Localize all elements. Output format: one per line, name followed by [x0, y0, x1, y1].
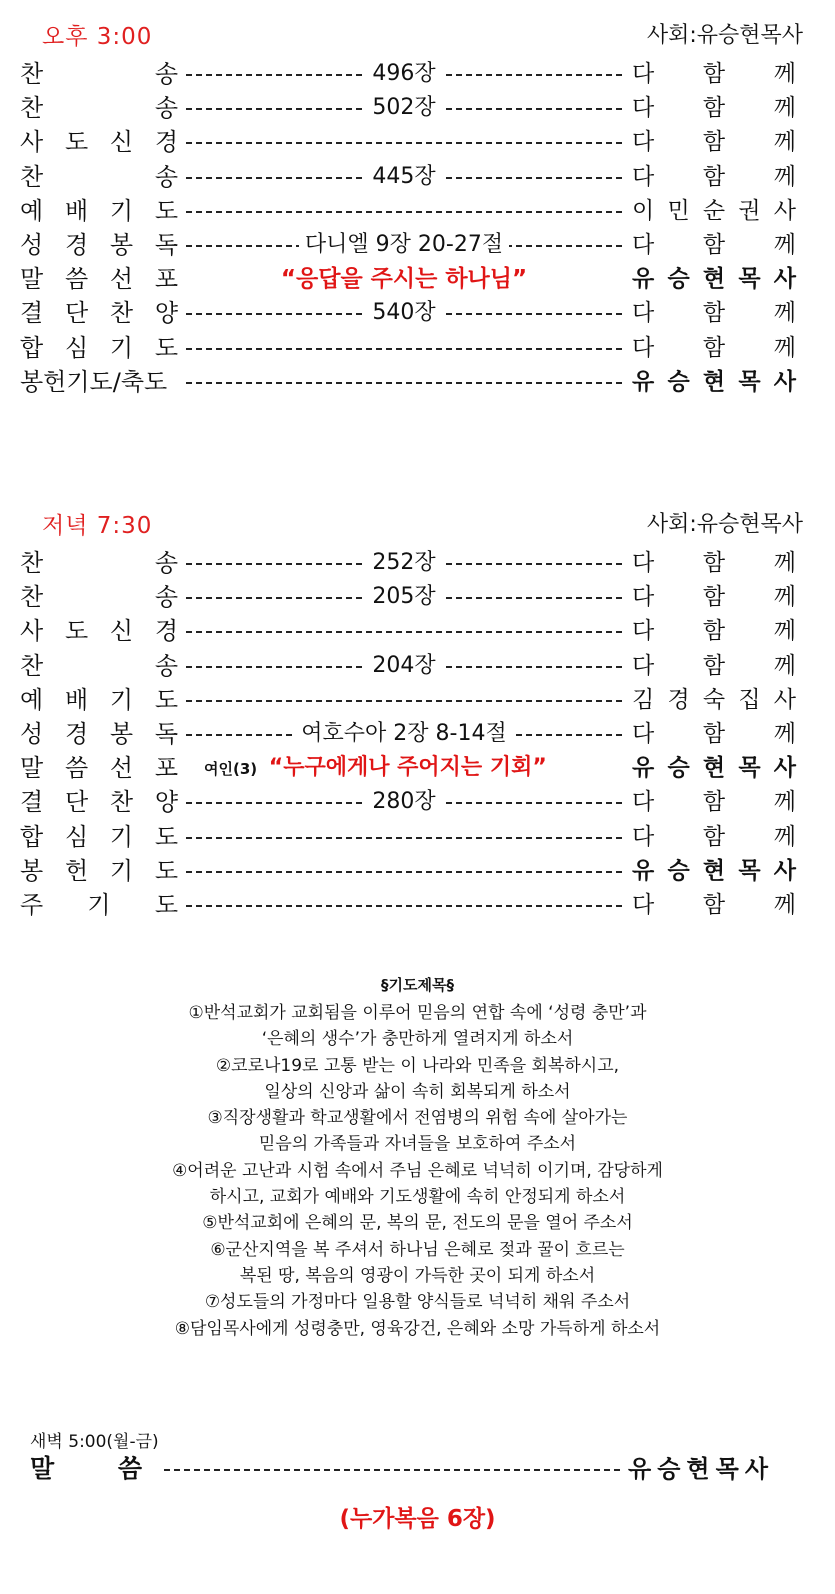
afternoon-header — [0, 18, 835, 58]
order-detail — [186, 127, 622, 157]
dawn-leader: 유 승 현 목 사 — [628, 1455, 768, 1483]
order-row — [0, 127, 835, 161]
leader-line — [186, 382, 622, 384]
order-leader: 다 함 께 — [632, 95, 796, 122]
order-detail — [186, 367, 622, 397]
order-role: 결 단 찬 양 — [20, 299, 178, 328]
order-role: 말 씀 선 포 — [20, 265, 178, 294]
order-row — [0, 264, 835, 298]
evening-header — [0, 507, 835, 547]
sermon-title-text: “누구에게나 주어지는 기회” — [261, 755, 547, 781]
order-role: 사 도 신 경 — [20, 617, 178, 646]
leader-line — [186, 700, 622, 702]
order-role: 찬 송 — [20, 651, 178, 680]
prayer-line: 일상의 신앙과 삶이 속히 회복되게 하소서 — [264, 1081, 571, 1102]
order-role: 사 도 신 경 — [20, 128, 178, 157]
leader-line — [186, 348, 622, 350]
order-row — [0, 333, 835, 367]
evening-host: 사회:유승현목사 — [646, 512, 803, 537]
order-leader: 다 함 께 — [632, 584, 796, 611]
order-detail — [186, 298, 622, 328]
dawn-label: 새벽 5:00(월-금) — [30, 1432, 159, 1452]
order-leader: 다 함 께 — [632, 231, 796, 258]
order-role: 봉헌기도/축도 — [20, 367, 168, 396]
order-leader: 다 함 께 — [632, 823, 796, 850]
prayer-line: ①반석교회가 교회됨을 이루어 믿음의 연합 속에 ‘성령 충만’과 — [188, 1003, 647, 1023]
order-role: 예 배 기 도 — [20, 196, 178, 225]
order-row — [0, 856, 835, 890]
order-detail — [186, 890, 622, 920]
prayer-line: ‘은혜의 생수’가 충만하게 열려지게 하소서 — [261, 1029, 574, 1050]
prayer-line: ⑥군산지역을 복 주셔서 하나님 은혜로 젖과 꿀이 흐르는 — [210, 1239, 625, 1260]
prayer-line: 믿음의 가족들과 자녀들을 보호하여 주소서 — [258, 1134, 577, 1155]
order-row — [0, 367, 835, 401]
order-role: 찬 송 — [20, 94, 178, 123]
dawn-leader-line — [164, 1469, 620, 1471]
leader-line — [186, 142, 622, 144]
order-role: 합 심 기 도 — [20, 822, 178, 851]
order-row — [0, 822, 835, 856]
order-detail — [186, 719, 622, 749]
prayer-line: ③직장생활과 학교생활에서 전염병의 위험 속에 살아가는 — [207, 1108, 628, 1129]
leader-line — [186, 837, 622, 839]
order-row — [0, 616, 835, 650]
order-leader: 다 함 께 — [632, 334, 796, 361]
detail-text: 445장 — [186, 162, 622, 192]
dawn-role: 말 씀 — [30, 1454, 142, 1483]
order-detail — [186, 787, 622, 817]
order-leader: 이 민 순 권 사 — [632, 197, 796, 224]
order-row — [0, 582, 835, 616]
order-detail — [186, 616, 622, 646]
leader-line — [186, 905, 622, 907]
order-leader: 다 함 께 — [632, 61, 796, 87]
order-detail — [186, 333, 622, 363]
order-leader: 유 승 현 목 사 — [632, 266, 796, 293]
leader-line — [186, 871, 622, 873]
order-role: 주 기 도 — [20, 890, 178, 919]
order-leader: 다 함 께 — [632, 891, 796, 918]
order-row — [0, 59, 835, 93]
dawn-scripture: (누가복음 6장) — [339, 1506, 496, 1532]
order-role: 봉 헌 기 도 — [20, 856, 178, 885]
order-leader: 다 함 께 — [632, 300, 796, 327]
order-row — [0, 162, 835, 196]
order-leader: 다 함 께 — [632, 550, 796, 576]
order-row — [0, 230, 835, 264]
order-row — [0, 890, 835, 924]
order-detail — [186, 822, 622, 852]
leader-line — [186, 631, 622, 633]
order-detail — [186, 582, 622, 612]
order-leader: 다 함 께 — [632, 129, 796, 156]
order-leader: 다 함 께 — [632, 652, 796, 679]
order-row — [0, 719, 835, 753]
order-detail — [186, 651, 622, 681]
prayer-line: ④어려운 고난과 시험 속에서 주님 은혜로 넉넉히 이기며, 감당하게 — [172, 1160, 663, 1181]
detail-text: 여호수아 2장 8-14절 — [186, 719, 622, 749]
prayer-line: 복된 땅, 복음의 영광이 가득한 곳이 되게 하소서 — [239, 1265, 596, 1286]
prayer-line: ⑤반석교회에 은혜의 문, 복의 문, 전도의 문을 열어 주소서 — [202, 1213, 633, 1234]
order-row — [0, 753, 835, 787]
afternoon-order — [0, 59, 835, 401]
afternoon-time: 오후 3:00 — [42, 24, 153, 50]
prayer-line: ②코로나19로 고통 받는 이 나라와 민족을 회복하시고, — [215, 1055, 620, 1076]
order-detail — [186, 753, 622, 783]
prayer-topics — [0, 975, 835, 1342]
order-row — [0, 548, 835, 582]
dawn-row — [30, 1452, 805, 1488]
order-detail — [186, 548, 622, 578]
order-detail — [186, 93, 622, 123]
afternoon-host: 사회:유승현목사 — [646, 23, 803, 48]
detail-text: 280장 — [186, 787, 622, 817]
order-role: 예 배 기 도 — [20, 685, 178, 714]
order-leader: 유 승 현 목 사 — [632, 755, 796, 782]
order-role: 성 경 봉 독 — [20, 719, 178, 748]
order-detail — [186, 264, 622, 294]
order-row — [0, 685, 835, 719]
order-role: 합 심 기 도 — [20, 333, 178, 362]
prayer-line: ⑦성도들의 가정마다 일용할 양식들로 넉넉히 채워 주소서 — [204, 1292, 631, 1313]
order-row — [0, 196, 835, 230]
sermon-series: 여인(3) — [186, 760, 261, 778]
order-leader: 김 경 숙 집 사 — [632, 686, 796, 713]
prayer-line: 하시고, 교회가 예배와 기도생활에 속히 안정되게 하소서 — [209, 1187, 626, 1208]
order-leader: 다 함 께 — [632, 720, 796, 747]
order-role: 찬 송 — [20, 60, 178, 88]
order-leader: 다 함 께 — [632, 163, 796, 190]
order-leader: 다 함 께 — [632, 789, 796, 816]
evening-time: 저녁 7:30 — [42, 513, 153, 539]
leader-line — [186, 211, 622, 213]
order-row — [0, 787, 835, 821]
sermon-title: “응답을 주시는 하나님” — [186, 264, 622, 295]
order-leader: 다 함 께 — [632, 618, 796, 645]
order-leader: 유 승 현 목 사 — [632, 368, 796, 395]
sermon-title — [186, 753, 622, 784]
order-detail — [186, 196, 622, 226]
order-row — [0, 651, 835, 685]
detail-text: 204장 — [186, 651, 622, 681]
detail-text: 252장 — [186, 548, 622, 578]
order-row — [0, 298, 835, 332]
detail-text: 205장 — [186, 582, 622, 612]
detail-text: 다니엘 9장 20-27절 — [186, 230, 622, 260]
evening-order — [0, 548, 835, 924]
order-role: 말 씀 선 포 — [20, 754, 178, 783]
order-detail — [186, 162, 622, 192]
prayer-line: ⑧담임목사에게 성령충만, 영육강건, 은혜와 소망 가득하게 하소서 — [174, 1318, 661, 1339]
order-row — [0, 93, 835, 127]
prayer-lines — [0, 1000, 835, 1342]
detail-text: 502장 — [186, 93, 622, 123]
order-leader: 유 승 현 목 사 — [632, 857, 796, 884]
order-detail — [186, 230, 622, 260]
order-role: 찬 송 — [20, 162, 178, 191]
order-role: 찬 송 — [20, 549, 178, 577]
order-role: 성 경 봉 독 — [20, 230, 178, 259]
order-detail — [186, 685, 622, 715]
order-role: 찬 송 — [20, 583, 178, 612]
prayer-title: §기도제목§ — [381, 976, 454, 994]
detail-text: 496장 — [186, 59, 622, 89]
order-role: 결 단 찬 양 — [20, 788, 178, 817]
order-detail — [186, 59, 622, 89]
order-detail — [186, 856, 622, 886]
detail-text: 540장 — [186, 298, 622, 328]
